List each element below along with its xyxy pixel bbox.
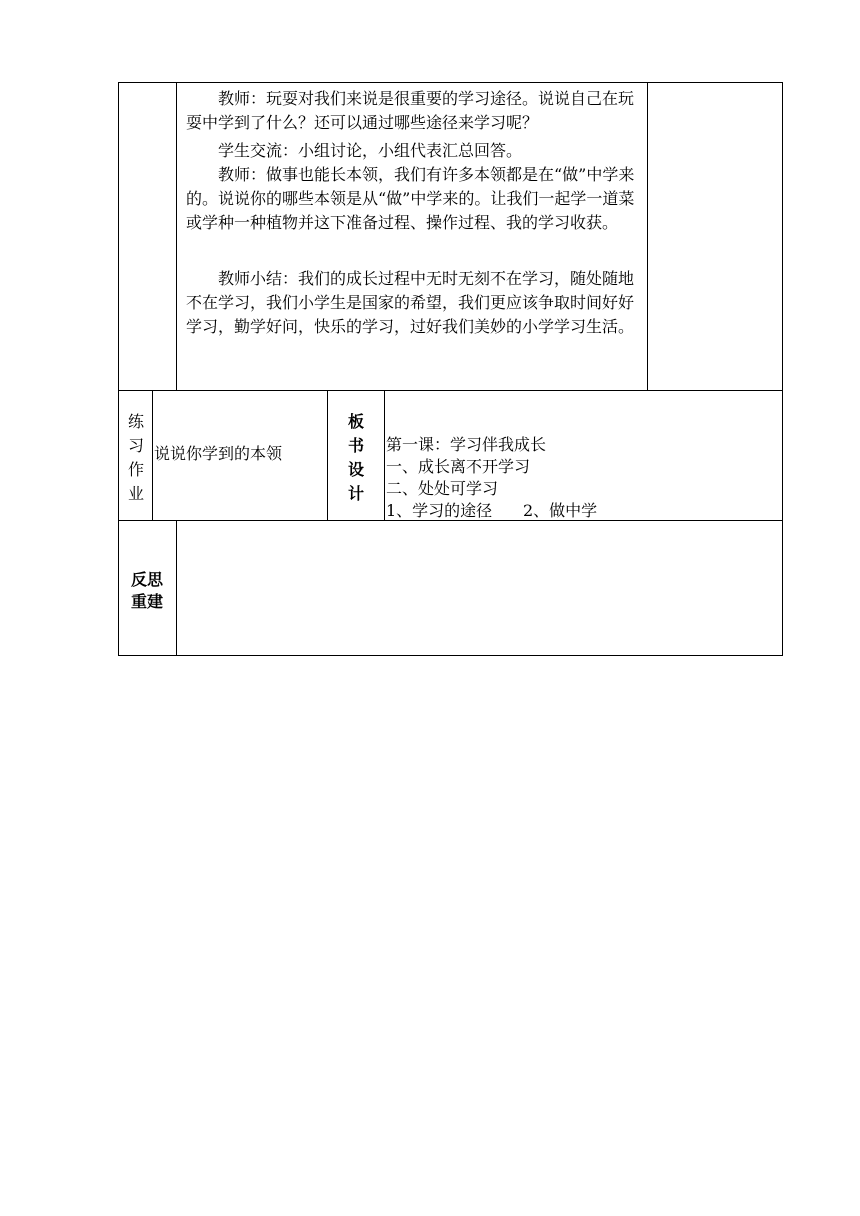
- homework-label-char: 作: [127, 460, 144, 479]
- reflection-content-cell: [180, 525, 778, 650]
- board-line-title: 第一课：学习伴我成长: [386, 435, 547, 454]
- reflection-label-line: 重建: [131, 592, 164, 611]
- board-line-3-right: 2、做中学: [523, 501, 598, 520]
- homework-label-char: 练: [127, 412, 144, 431]
- table-bottom-border: [118, 655, 783, 656]
- board-label-char: 板: [347, 412, 364, 431]
- table-top-border: [118, 82, 783, 83]
- row3-divider: [176, 520, 177, 655]
- board-label-char: 设: [347, 460, 364, 479]
- board-label-char: 书: [347, 436, 364, 455]
- board-label-char: 计: [347, 484, 364, 503]
- paragraph-teacher-summary: 教师小结：我们的成长过程中无时无刻不在学习，随处随地不在学习，我们小学生是国家的希望，我们更应该争取时间好好学习，勤学好问，快乐的学习，过好我们美妙的小学学习生活。: [186, 269, 635, 336]
- homework-label-char: 习: [127, 436, 144, 455]
- reflection-label-line: 反思: [131, 570, 164, 589]
- row-divider-1: [118, 390, 783, 391]
- table-right-border: [782, 82, 783, 656]
- row2-divider-c: [384, 390, 385, 520]
- paragraph-teacher-doing: 教师：做事也能长本领，我们有许多本领都是在“做”中学来的。说说你的哪些本领是从“做”中学来的。让我们一起学一道菜或学种一种植物并这下准备过程、操作过程、我的学习收获。: [186, 165, 635, 232]
- row1-divider-right: [647, 82, 648, 390]
- board-line-2: 二、处处可学习: [386, 479, 499, 498]
- row1-divider-left: [176, 82, 177, 390]
- table-left-border: [118, 82, 119, 656]
- paragraph-teacher-play: 教师：玩耍对我们来说是很重要的学习途径。说说自己在玩耍中学到了什么？还可以通过哪些途径来学习呢？: [186, 89, 635, 132]
- board-line-1: 一、成长离不开学习: [386, 457, 531, 476]
- homework-label-char: 业: [127, 484, 144, 503]
- board-line-3-left: 1、学习的途径: [386, 501, 493, 520]
- homework-content: 说说你学到的本领: [154, 444, 283, 463]
- row2-divider-b: [327, 390, 328, 520]
- row2-divider-a: [152, 390, 153, 520]
- paragraph-student-exchange: 学生交流：小组讨论，小组代表汇总回答。: [218, 141, 523, 160]
